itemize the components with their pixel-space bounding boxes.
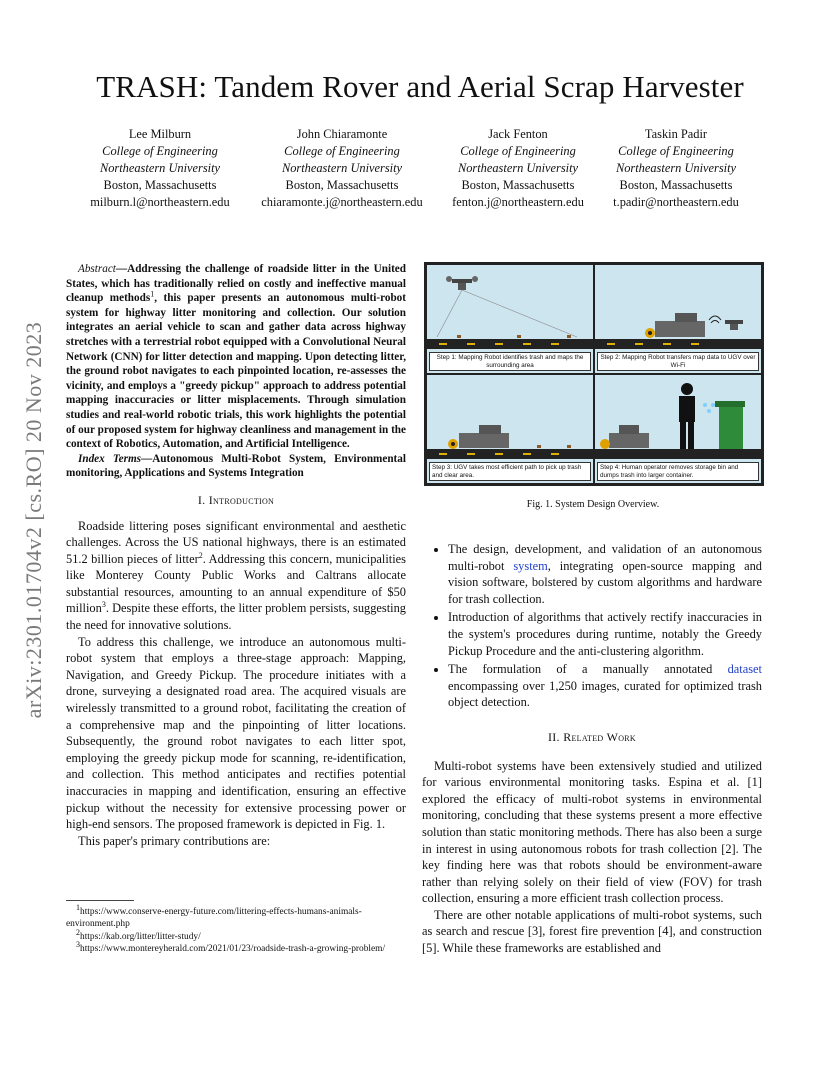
ugv-icon	[600, 425, 649, 449]
footnote-2[interactable]: 2https://kab.org/litter/litter-study/	[76, 927, 201, 942]
author-4	[613, 126, 739, 211]
author-email[interactable]: milburn.l@northeastern.edu	[90, 195, 230, 209]
author-email[interactable]: chiaramonte.j@northeastern.edu	[261, 195, 423, 209]
drone-icon	[725, 320, 743, 330]
footnote-1[interactable]: 1https://www.conserve-energy-future.com/littering-effects-humans-animals-environment.php	[66, 902, 362, 930]
index-terms-label: Index Terms	[78, 452, 142, 465]
figure-panel-step-3	[427, 375, 593, 483]
author-university: Northeastern University	[99, 161, 221, 175]
author-3	[452, 126, 584, 211]
author-college: College of Engineering	[460, 144, 576, 158]
author-university: Northeastern University	[457, 161, 579, 175]
author-college: College of Engineering	[102, 144, 218, 158]
ugv-icon	[645, 313, 705, 338]
footnote-divider	[66, 900, 134, 901]
figure-caption: Fig. 1. System Design Overview.	[526, 499, 660, 510]
intro-paragraph-1: Roadside littering poses significant environmental and aesthetic challenges. Across the US national highways, there is an estimated 51.2 billion pieces of litter$^2$. Addressing this concern, municipalities like Monterey County Public Works and Caltrans allocate substantial resources, amounting to an annual expenditure of $50 million$^3$. Despite these efforts, the litter problem persists, suggesting the need for innovative solutions.	[66, 518, 407, 633]
contributions-list	[422, 541, 762, 711]
author-college: College of Engineering	[618, 144, 734, 158]
author-location: Boston, Massachusetts	[619, 178, 733, 192]
section-heading-related-work: II. Related Work	[547, 729, 637, 744]
intro-paragraph-3: This paper's primary contributions are:	[78, 833, 271, 848]
paper-title: TRASH: Tandem Rover and Aerial Scrap Harvester	[96, 69, 744, 104]
intro-paragraph-2: To address this challenge, we introduce an autonomous multi-robot system that employs a three-stage approach: Mapping, Navigation, and Greedy Pickup. The procedure initiates with a drone, surveying a designated road area. The acquired visuals are wirelessly transmitted to a ground robot, facilitating the creation of a comprehensive map and the pinpointing of litter locations. Subsequently, the ground robot navigates to each litter spot, employing the greedy pickup mode for scanning, re-identification, and collection. This method anticipates and rectifies potential inaccuracies in mapping and identification, ensuring an effective pickup without the necessity for extensive processing power or high-end sensors. The proposed framework is depicted in Fig. 1.	[66, 634, 406, 832]
author-name: Jack Fenton	[488, 127, 548, 141]
author-email[interactable]: t.padir@northeastern.edu	[613, 195, 739, 209]
wifi-icon	[709, 316, 721, 323]
panel-caption: Step 3: UGV takes most efficient path to pick up trash and clear area.	[429, 462, 591, 481]
section-heading-introduction: I. Introduction	[197, 492, 275, 507]
panel-caption: Step 1: Mapping Robot identifies trash and maps the surrounding area	[429, 352, 591, 371]
author-name: John Chiaramonte	[296, 127, 388, 141]
author-location: Boston, Massachusetts	[103, 178, 217, 192]
author-location: Boston, Massachusetts	[285, 178, 399, 192]
footnote-ref-1: 1	[150, 289, 155, 299]
figure-panel-step-1	[427, 265, 593, 373]
contribution-item: • The design, development, and validation of an autonomous multi-robot system, integrating open-source mapping and vision software, bolstered by custom algorithms and hardware for trash collection.	[448, 541, 762, 607]
author-1	[90, 126, 229, 211]
person-icon	[679, 383, 695, 449]
author-name: Lee Milburn	[128, 127, 192, 141]
author-location: Boston, Massachusetts	[461, 178, 575, 192]
contribution-item: • Introduction of algorithms that actively rectify inaccuracies in the system's procedures during runtime, notably the Greedy Pickup Procedure and the anti-clustering algorithm.	[448, 609, 762, 659]
author-email[interactable]: fenton.j@northeastern.edu	[452, 195, 584, 209]
author-university: Northeastern University	[615, 161, 737, 175]
related-work-paragraph-2: There are other notable applications of multi-robot systems, such as search and rescue [3], forest fire prevention [4], and construction [5]. While these frameworks are established and	[422, 907, 762, 956]
author-2	[261, 126, 422, 211]
footnote-3[interactable]: 3https://www.montereyherald.com/2021/01/23/roadside-trash-a-growing-problem/	[76, 940, 386, 955]
figure-panel-step-2	[595, 265, 761, 373]
drone-icon	[446, 276, 478, 290]
figure-panel-step-4	[595, 375, 761, 483]
ugv-icon	[448, 425, 509, 449]
right-column	[422, 541, 762, 957]
panel-caption: Step 4: Human operator removes storage bin and dumps trash into larger container.	[597, 462, 759, 481]
panel-caption: Step 2: Mapping Robot transfers map data to UGV over Wi-Fi	[597, 352, 759, 371]
related-work-paragraph-1: Multi-robot systems have been extensively studied and utilized for various environmental monitoring tasks. Espina et al. [1] explored the efficacy of multi-robot systems in environmental monitoring, concluding that these systems present a more effective solution than static monitoring methods. There has also been a surge in interest in using autonomous robots for trash collection [2]. The key finding here was that robots should be environment-aware rather than relying solely on their field of view (FOV) for trash collection, ensuring a more efficient trash collection process.	[422, 758, 762, 906]
system-link[interactable]: system	[513, 558, 548, 573]
figure-1-system-design	[424, 262, 764, 486]
abstract	[66, 262, 406, 849]
arxiv-identifier: arXiv:2301.01704v2 [cs.RO] 20 Nov 2023	[21, 321, 46, 719]
trash-bin-icon	[703, 401, 745, 449]
contribution-item: • The formulation of a manually annotated dataset encompassing over 1,250 images, curated for optimized trash object detection.	[448, 661, 762, 711]
author-name: Taskin Padir	[644, 127, 708, 141]
author-university: Northeastern University	[281, 161, 403, 175]
author-college: College of Engineering	[284, 144, 400, 158]
abstract-label: Abstract	[78, 263, 116, 275]
abstract-text-b: , this paper presents an autonomous multi-robot system for highway litter monitoring and collection. Our solution integrates an aerial vehicle to scan and gather data across highway stretches with a terrestrial robot equipped with a Convolutional Neural Network (CNN) for litter detection and mapping. Upon detecting litter, the ground robot navigates to each pinpointed location, re-assesses the vicinity, and employs a "greedy pickup" approach to address potential mapping inaccuracies or litter misplacements. Through simulation studies and real-world robotic trials, this work highlights the potential of our proposed system for highway cleanliness and management in the context of Robotics, Automation, and Artificial Intelligence.	[66, 292, 406, 451]
index-terms-text: —Autonomous Multi-Robot System, Environmental monitoring, Applications and Systems Integration	[66, 452, 406, 480]
dataset-link[interactable]: dataset	[727, 662, 762, 677]
footnotes	[66, 902, 406, 956]
author-block	[76, 126, 756, 216]
abstract-text-a: —Addressing the challenge of roadside litter in the United States, which has traditionally relied on costly and ineffective manual cleanup methods	[66, 263, 406, 305]
